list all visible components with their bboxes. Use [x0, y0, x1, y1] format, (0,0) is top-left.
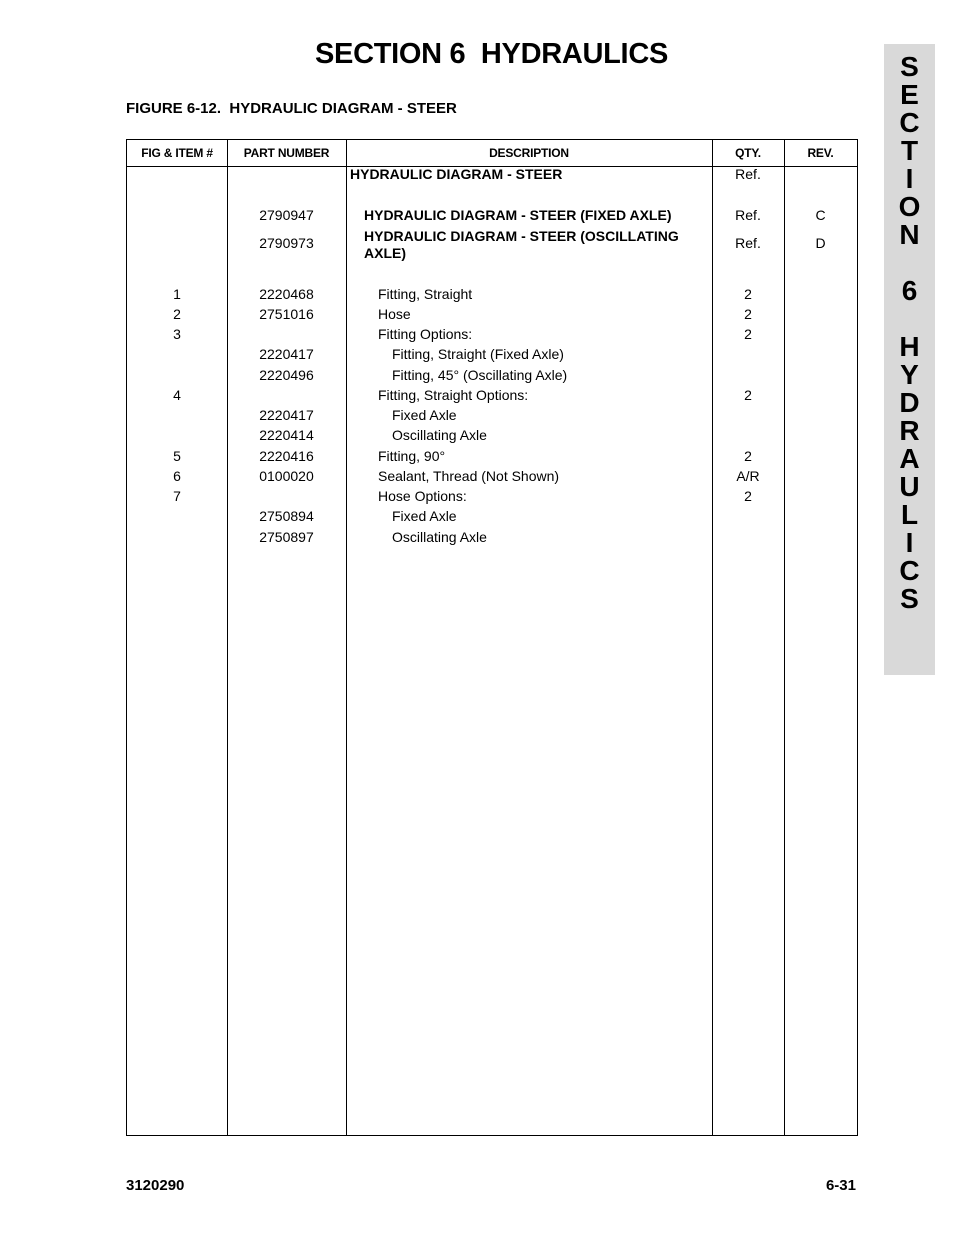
- cell-part-number: 2220496: [259, 367, 314, 383]
- cell-description: Fitting, 45° (Oscillating Axle): [392, 367, 568, 383]
- cell-description: Oscillating Axle: [392, 427, 487, 443]
- cell-part-number: 2220414: [259, 427, 314, 443]
- cell-description: HYDRAULIC DIAGRAM - STEER: [350, 166, 563, 182]
- cell-fig-item: 1: [173, 286, 181, 302]
- column-header-description: DESCRIPTION: [489, 146, 569, 160]
- cell-description: Fitting, Straight Options:: [378, 387, 529, 403]
- cell-qty: 2: [744, 387, 752, 403]
- tab-letter: C: [899, 555, 920, 586]
- cell-part-number: 2220417: [259, 407, 314, 423]
- cell-part-number: 2790947: [259, 207, 314, 223]
- parts-table: [126, 139, 858, 1136]
- tab-letter: E: [900, 79, 919, 110]
- tab-letter: L: [900, 499, 919, 530]
- tab-letter: 6: [901, 275, 918, 306]
- tab-letter: T: [900, 135, 919, 166]
- cell-qty: 2: [744, 326, 752, 342]
- cell-part-number: 2220417: [259, 346, 314, 362]
- cell-description: Fixed Axle: [392, 407, 457, 423]
- tab-letter: U: [899, 471, 920, 502]
- tab-letter: D: [899, 387, 920, 418]
- cell-description: Hose Options:: [378, 488, 467, 504]
- cell-part-number: 2220416: [259, 448, 314, 464]
- page-number: 6-31: [825, 1177, 856, 1194]
- cell-part-number: 2751016: [259, 306, 314, 322]
- cell-part-number: 2220468: [259, 286, 314, 302]
- cell-part-number: 2750897: [259, 529, 314, 545]
- cell-description: Fixed Axle: [392, 508, 457, 524]
- cell-fig-item: 5: [173, 448, 181, 464]
- cell-fig-item: 4: [173, 387, 181, 403]
- cell-description: Fitting, 90°: [378, 448, 446, 464]
- cell-qty: 2: [744, 488, 752, 504]
- tab-letter: Y: [900, 359, 919, 390]
- tab-letter: A: [899, 443, 920, 474]
- column-header-part-number: PART NUMBER: [243, 146, 330, 160]
- tab-letter: I: [905, 527, 914, 558]
- section-side-tab: [884, 44, 935, 675]
- cell-part-number: 0100020: [259, 468, 314, 484]
- tab-letter: O: [898, 191, 921, 222]
- tab-letter: S: [900, 51, 919, 82]
- tab-letter: C: [899, 107, 920, 138]
- section-title: SECTION 6 HYDRAULICS: [314, 38, 668, 70]
- cell-rev: C: [815, 207, 826, 223]
- cell-description: Sealant, Thread (Not Shown): [378, 468, 560, 484]
- tab-letter: H: [899, 331, 920, 362]
- column-header-fig-item: FIG & ITEM #: [141, 146, 213, 160]
- cell-qty: Ref.: [735, 207, 761, 223]
- cell-description: Hose: [378, 306, 411, 322]
- column-header-rev: REV.: [807, 146, 834, 160]
- tab-letter: N: [899, 219, 920, 250]
- column-header-qty: QTY.: [735, 146, 761, 160]
- cell-fig-item: 3: [173, 326, 181, 342]
- tab-letter: S: [900, 583, 919, 614]
- tab-letter: I: [905, 163, 914, 194]
- manual-number: 3120290: [126, 1177, 185, 1194]
- cell-fig-item: 7: [173, 488, 181, 504]
- cell-qty: 2: [744, 448, 752, 464]
- cell-description: Fitting, Straight: [378, 286, 473, 302]
- cell-rev: D: [815, 235, 826, 251]
- cell-description: HYDRAULIC DIAGRAM - STEER (OSCILLATING AXLE): [364, 228, 679, 261]
- cell-fig-item: 6: [173, 468, 181, 484]
- cell-qty: 2: [744, 306, 752, 322]
- figure-title: FIGURE 6-12. HYDRAULIC DIAGRAM - STEER: [126, 100, 457, 117]
- cell-qty: Ref.: [735, 166, 761, 182]
- cell-part-number: 2790973: [259, 235, 314, 251]
- cell-qty: Ref.: [735, 235, 761, 251]
- cell-part-number: 2750894: [259, 508, 314, 524]
- cell-description: Fitting Options:: [378, 326, 473, 342]
- cell-description: Fitting, Straight (Fixed Axle): [392, 346, 564, 362]
- tab-letter: R: [899, 415, 920, 446]
- column-divider: [346, 140, 347, 1135]
- cell-description: Oscillating Axle: [392, 529, 487, 545]
- cell-description: HYDRAULIC DIAGRAM - STEER (FIXED AXLE): [364, 207, 672, 223]
- cell-fig-item: 2: [173, 306, 181, 322]
- cell-qty: A/R: [736, 468, 760, 484]
- column-divider: [784, 140, 785, 1135]
- cell-qty: 2: [744, 286, 752, 302]
